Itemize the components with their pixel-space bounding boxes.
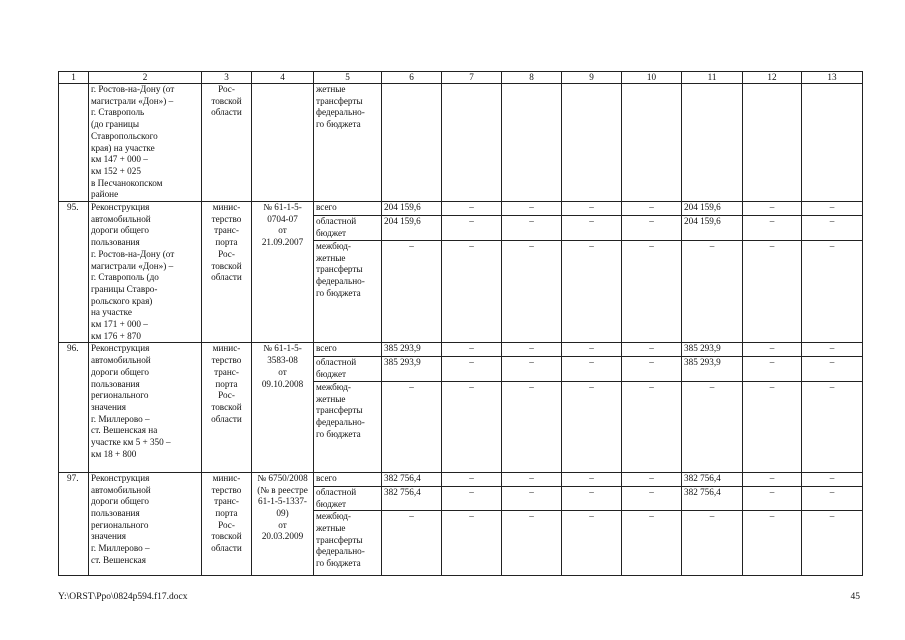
value-cell: – <box>622 486 682 510</box>
funding-source-cell: межбюд- жетные трансферты федерально- го бюджета <box>314 240 382 342</box>
value-cell: – <box>802 202 863 216</box>
value-cell: – <box>562 343 622 357</box>
funding-source-cell: всего <box>314 202 382 216</box>
value-cell: 382 756,4 <box>682 472 743 486</box>
value-cell <box>562 84 622 202</box>
value-cell <box>382 84 442 202</box>
organization-cell: Рос- товской области <box>202 84 252 202</box>
organization-cell: минис- терство транс- порта Рос- товской области <box>202 472 252 575</box>
organization-cell: минис- терство транс- порта Рос- товской области <box>202 343 252 472</box>
value-cell: – <box>502 202 562 216</box>
value-cell: – <box>802 343 863 357</box>
document-cell: № 61-1-5- 3583-08 от 09.10.2008 <box>252 343 314 472</box>
object-name-cell: Реконструкция автомобильной дороги общего пользования г. Ростов-на-Дону (от магистрали «Дон») – г. Ставрополь (до границы Ставро- pольского края) на участке км 171 + 000 – км 176 + 870 <box>89 202 202 343</box>
row-number-cell: 95. <box>59 202 89 343</box>
value-cell: – <box>802 240 863 342</box>
value-cell: – <box>802 357 863 381</box>
column-number: 13 <box>802 72 863 84</box>
value-cell: 385 293,9 <box>682 343 743 357</box>
value-cell: – <box>622 381 682 472</box>
funding-source-cell: всего <box>314 343 382 357</box>
funding-source-cell: межбюд- жетные трансферты федерально- го бюджета <box>314 511 382 576</box>
value-cell: – <box>743 240 802 342</box>
value-cell: – <box>562 472 622 486</box>
budget-table <box>58 71 863 576</box>
value-cell: 385 293,9 <box>382 343 442 357</box>
value-cell: – <box>562 202 622 216</box>
organization-cell: минис- терство транс- порта Рос- товской области <box>202 202 252 343</box>
value-cell: – <box>743 511 802 576</box>
value-cell: 382 756,4 <box>382 472 442 486</box>
value-cell: – <box>743 381 802 472</box>
column-number: 6 <box>382 72 442 84</box>
value-cell: – <box>442 240 502 342</box>
value-cell: – <box>502 343 562 357</box>
value-cell: – <box>442 381 502 472</box>
value-cell: 204 159,6 <box>682 202 743 216</box>
column-number: 4 <box>252 72 314 84</box>
object-name-cell: Реконструкция автомобильной дороги общего пользования регионального значения г. Миллерово – ст. Вешенская на участке км 5 + 350 – км 18 + 800 <box>89 343 202 472</box>
value-cell: – <box>802 472 863 486</box>
value-cell: – <box>743 486 802 510</box>
value-cell: 204 159,6 <box>382 202 442 216</box>
document-cell <box>252 84 314 202</box>
value-cell: – <box>622 357 682 381</box>
column-number: 11 <box>682 72 743 84</box>
value-cell <box>622 84 682 202</box>
column-number: 9 <box>562 72 622 84</box>
value-cell: – <box>502 381 562 472</box>
value-cell: – <box>622 216 682 241</box>
value-cell: – <box>562 357 622 381</box>
column-number: 10 <box>622 72 682 84</box>
header-row <box>59 72 863 84</box>
value-cell <box>802 84 863 202</box>
value-cell: – <box>382 511 442 576</box>
value-cell <box>743 84 802 202</box>
document-cell: № 61-1-5- 0704-07 от 21.09.2007 <box>252 202 314 343</box>
document-cell: № 6750/2008 (№ в реестре 61-1-5-1337- 09) от 20.03.2009 <box>252 472 314 575</box>
value-cell: 385 293,9 <box>382 357 442 381</box>
value-cell: 385 293,9 <box>682 357 743 381</box>
value-cell: – <box>442 486 502 510</box>
object-name-cell: Реконструкция автомобильной дороги общего пользования регионального значения г. Миллерово – ст. Вешенская <box>89 472 202 575</box>
value-cell: – <box>682 381 743 472</box>
funding-source-cell: жетные трансферты федерально- го бюджета <box>314 84 382 202</box>
value-cell: – <box>562 381 622 472</box>
value-cell: – <box>502 511 562 576</box>
column-number: 3 <box>202 72 252 84</box>
value-cell: – <box>442 511 502 576</box>
value-cell: – <box>502 216 562 241</box>
value-cell: – <box>502 357 562 381</box>
value-cell <box>502 84 562 202</box>
funding-source-cell: областной бюджет <box>314 216 382 241</box>
value-cell: 204 159,6 <box>682 216 743 241</box>
table-row <box>59 343 863 357</box>
value-cell: – <box>802 511 863 576</box>
value-cell: – <box>802 216 863 241</box>
value-cell: – <box>562 486 622 510</box>
value-cell: – <box>682 240 743 342</box>
value-cell: – <box>622 472 682 486</box>
value-cell: – <box>802 381 863 472</box>
value-cell: – <box>743 357 802 381</box>
funding-source-cell: межбюд- жетные трансферты федерально- го бюджета <box>314 381 382 472</box>
value-cell: – <box>802 486 863 510</box>
value-cell: – <box>562 511 622 576</box>
value-cell: – <box>622 202 682 216</box>
value-cell: – <box>562 216 622 241</box>
value-cell: – <box>382 240 442 342</box>
column-number: 1 <box>59 72 89 84</box>
table-row <box>59 202 863 216</box>
value-cell: – <box>502 240 562 342</box>
value-cell: – <box>442 202 502 216</box>
table-row <box>59 84 863 202</box>
object-name-cell: г. Ростов-на-Дону (от магистрали «Дон») – г. Ставрополь (до границы Ставропольского края) на участке км 147 + 000 – км 152 + 025 в Песчанокопском районе <box>89 84 202 202</box>
value-cell: 382 756,4 <box>382 486 442 510</box>
value-cell: – <box>743 216 802 241</box>
column-number: 2 <box>89 72 202 84</box>
value-cell <box>442 84 502 202</box>
value-cell: – <box>442 343 502 357</box>
value-cell: – <box>442 357 502 381</box>
funding-source-cell: всего <box>314 472 382 486</box>
value-cell <box>682 84 743 202</box>
table-row <box>59 472 863 486</box>
value-cell: – <box>743 343 802 357</box>
value-cell: – <box>442 216 502 241</box>
row-number-cell <box>59 84 89 202</box>
value-cell: – <box>622 343 682 357</box>
footer-file-path: Y:\ORST\Ppo\0824p594.f17.docx <box>58 592 188 602</box>
value-cell: – <box>743 472 802 486</box>
column-number: 7 <box>442 72 502 84</box>
page-number: 45 <box>850 592 860 602</box>
value-cell: 382 756,4 <box>682 486 743 510</box>
column-number: 5 <box>314 72 382 84</box>
column-number: 8 <box>502 72 562 84</box>
value-cell: – <box>743 202 802 216</box>
column-number: 12 <box>743 72 802 84</box>
value-cell: 204 159,6 <box>382 216 442 241</box>
value-cell: – <box>562 240 622 342</box>
row-number-cell: 97. <box>59 472 89 575</box>
value-cell: – <box>682 511 743 576</box>
value-cell: – <box>382 381 442 472</box>
value-cell: – <box>502 486 562 510</box>
value-cell: – <box>622 511 682 576</box>
row-number-cell: 96. <box>59 343 89 472</box>
value-cell: – <box>502 472 562 486</box>
funding-source-cell: областной бюджет <box>314 357 382 381</box>
funding-source-cell: областной бюджет <box>314 486 382 510</box>
value-cell: – <box>442 472 502 486</box>
value-cell: – <box>622 240 682 342</box>
